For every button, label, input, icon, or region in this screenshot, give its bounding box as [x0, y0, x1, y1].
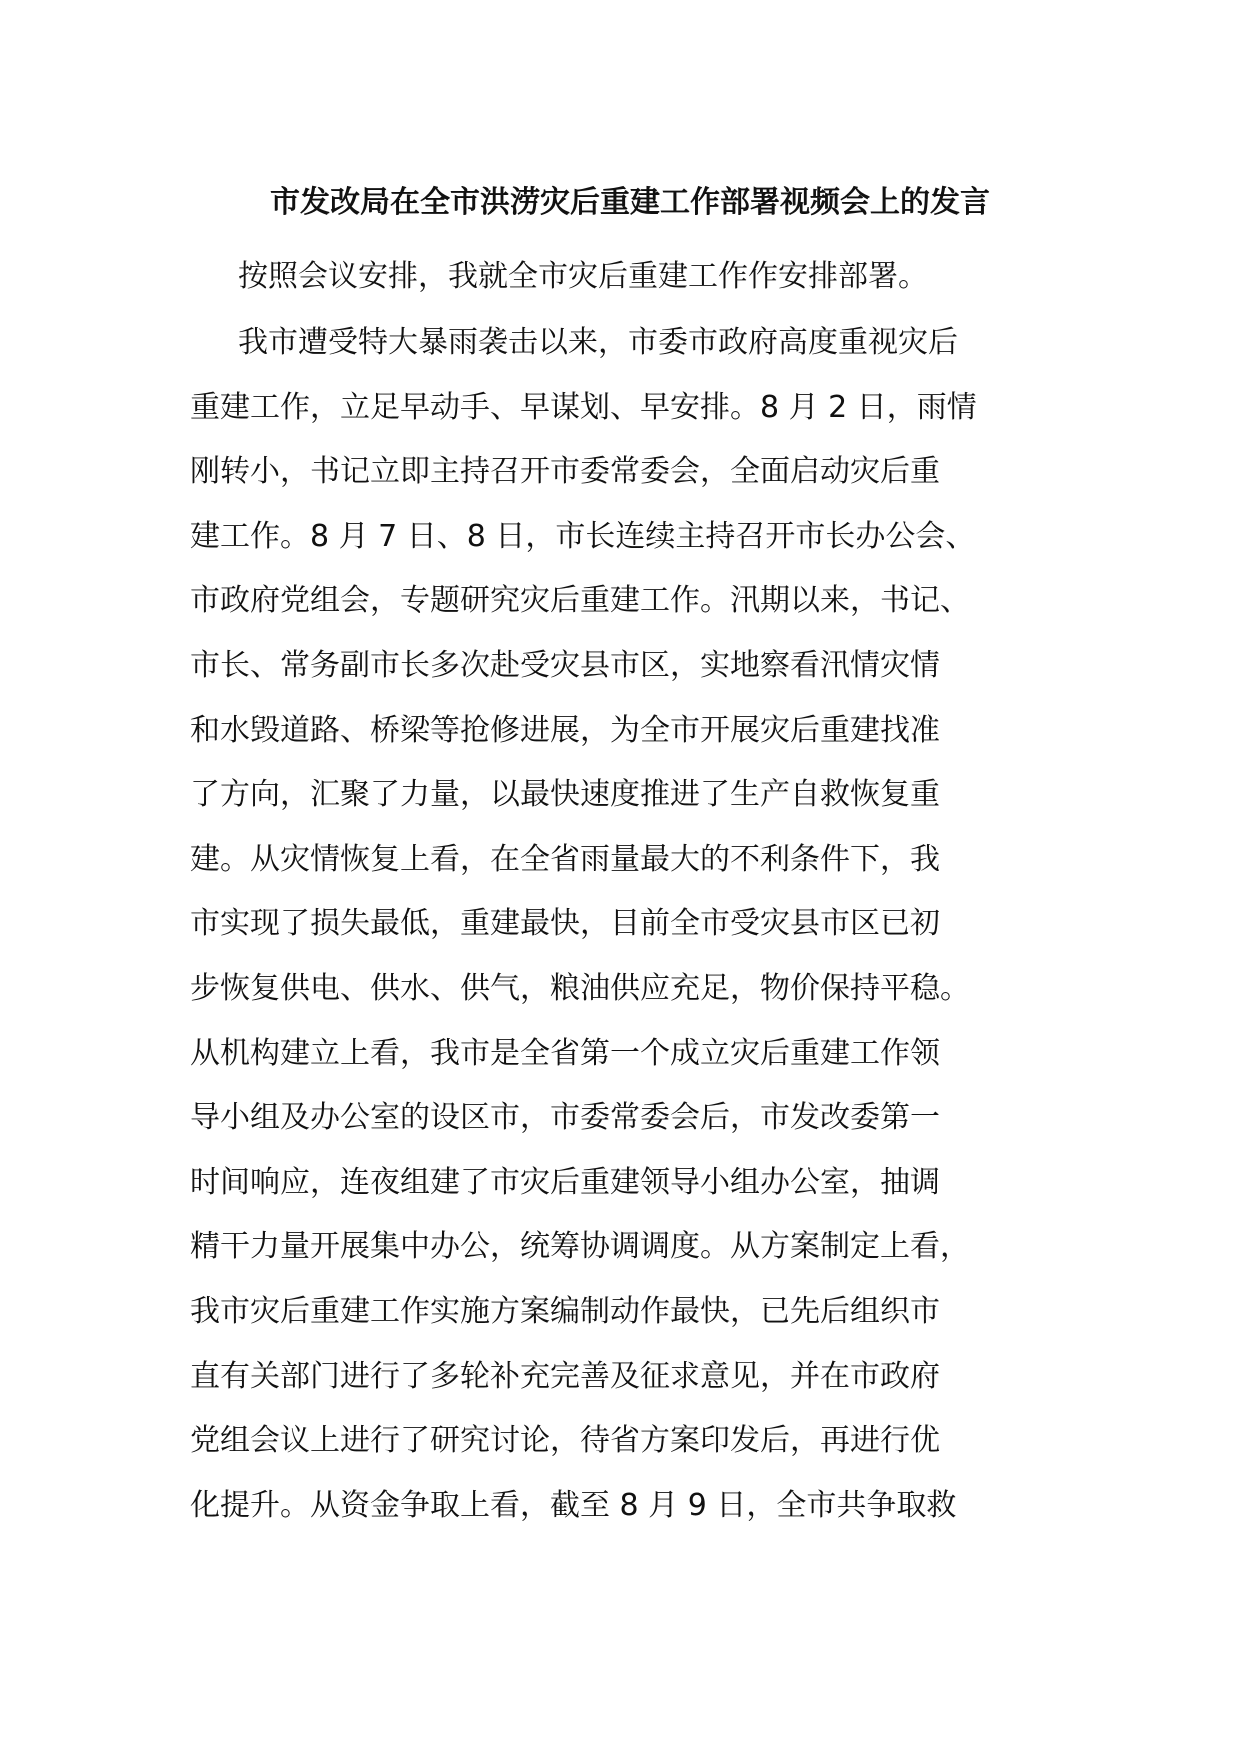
paragraph-line: 时间响应，连夜组建了市灾后重建领导小组办公室，抽调 — [190, 1164, 940, 1200]
paragraph-line: 直有关部门进行了多轮补充完善及征求意见，并在市政府 — [190, 1358, 940, 1394]
paragraph-line: 建工作。8 月 7 日、8 日，市长连续主持召开市长办公会、 — [190, 518, 976, 554]
paragraph-line: 市长、常务副市长多次赴受灾县市区，实地察看汛情灾情 — [190, 647, 940, 683]
paragraph-line: 刚转小，书记立即主持召开市委常委会，全面启动灾后重 — [190, 454, 940, 490]
body-paragraph — [190, 311, 1070, 1538]
paragraph-line: 市实现了损失最低，重建最快，目前全市受灾县市区已初 — [190, 906, 940, 942]
paragraph-line: 化提升。从资金争取上看，截至 8 月 9 日，全市共争取救 — [190, 1487, 957, 1523]
paragraph-line: 党组会议上进行了研究讨论，待省方案印发后，再进行优 — [190, 1423, 940, 1459]
paragraph-line: 和水毁道路、桥梁等抢修进展，为全市开展灾后重建找准 — [190, 712, 940, 748]
paragraph-line: 我市灾后重建工作实施方案编制动作最快，已先后组织市 — [190, 1293, 940, 1329]
paragraph-line: 精干力量开展集中办公，统筹协调调度。从方案制定上看， — [190, 1229, 970, 1265]
paragraph-line: 导小组及办公室的设区市，市委常委会后，市发改委第一 — [190, 1100, 940, 1136]
document-title: 市发改局在全市洪涝灾后重建工作部署视频会上的发言 — [270, 185, 990, 220]
paragraph-line: 从机构建立上看，我市是全省第一个成立灾后重建工作领 — [190, 1035, 940, 1071]
paragraph-line: 步恢复供电、供水、供气，粮油供应充足，物价保持平稳。 — [190, 970, 970, 1006]
paragraph-line: 建。从灾情恢复上看，在全省雨量最大的不利条件下，我 — [190, 841, 940, 877]
paragraph-line: 市政府党组会，专题研究灾后重建工作。汛期以来，书记、 — [190, 583, 970, 619]
intro-paragraph: 按照会议安排，我就全市灾后重建工作作安排部署。 — [238, 259, 928, 294]
paragraph-line: 了方向，汇聚了力量，以最快速度推进了生产自救恢复重 — [190, 777, 940, 813]
paragraph-line: 我市遭受特大暴雨袭击以来，市委市政府高度重视灾后 — [238, 325, 958, 360]
paragraph-line: 重建工作，立足早动手、早谋划、早安排。8 月 2 日，雨情 — [190, 389, 977, 425]
